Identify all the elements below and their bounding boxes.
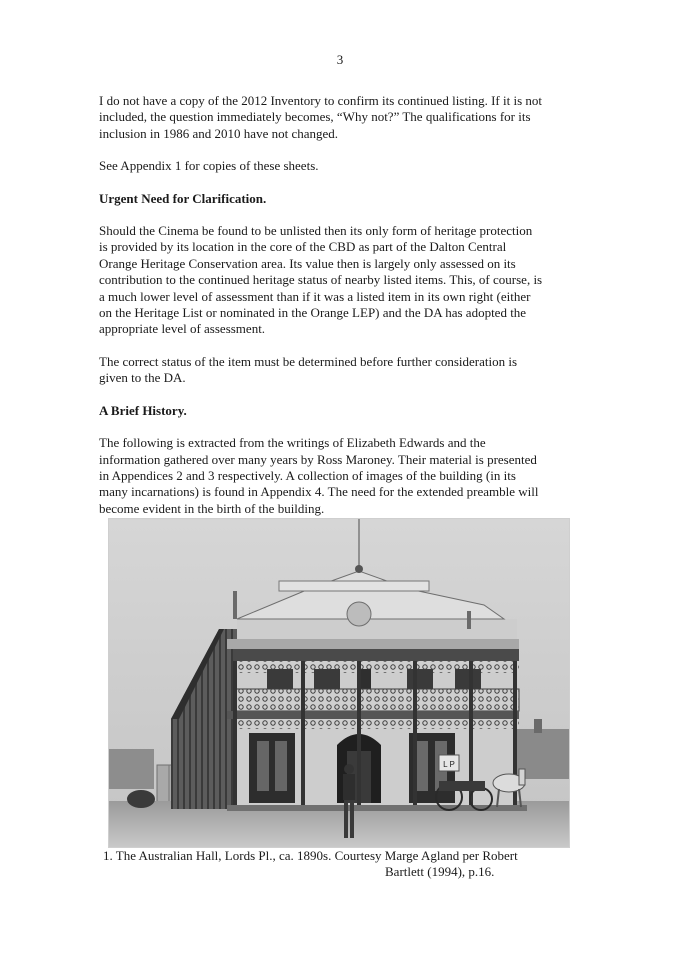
figure-caption (103, 848, 573, 880)
historic-photo-australian-hall (108, 518, 570, 848)
heading-brief-history: A Brief History. (99, 402, 187, 418)
body-text (99, 93, 544, 533)
caption-line-2: Bartlett (1994), p.16. (385, 864, 495, 879)
paragraph-cinema-status: Should the Cinema be found to be unlisted then its only form of heritage protection is provided by its location in the core of the CBD as part of the Dalton Central Orange Heritage Conservation area. Its value then is largely only assessed on its contribution to the continued heritage status of nearby listed items. This, of course, is a much lower level of assessment than if it was a listed item in its own right (either on the Heritage List or nominated in the Orange LEP) and the DA has adopted the appropriate level of assessment. (99, 223, 543, 337)
paragraph-appendix-1: See Appendix 1 for copies of these sheets. (99, 158, 319, 174)
paragraph-inventory: I do not have a copy of the 2012 Inventory to confirm its continued listing. If it is not included, the question immediately becomes, “Why not?” The qualifications for its inclusion in 1986 and 2010 have not changed. (99, 93, 543, 141)
caption-line-1: 1. The Australian Hall, Lords Pl., ca. 1890s. Courtesy Marge Agland per Robert (103, 848, 518, 863)
paragraph-correct-status: The correct status of the item must be determined before further consideration is given to the DA. (99, 353, 518, 386)
paragraph-history-sources: The following is extracted from the writings of Elizabeth Edwards and the information gathered over many years by Ross Maroney. Their material is presented in Appendices 2 and 3 respectively. A collection of images of the building (in its many incarnations) is found in Appendix 4. The need for the extended preamble will become evident in the birth of the building. (99, 435, 539, 516)
heading-urgent-need: Urgent Need for Clarification. (99, 190, 267, 206)
shop-sign-text: L P (443, 760, 455, 769)
page-number: 3 (336, 52, 344, 67)
